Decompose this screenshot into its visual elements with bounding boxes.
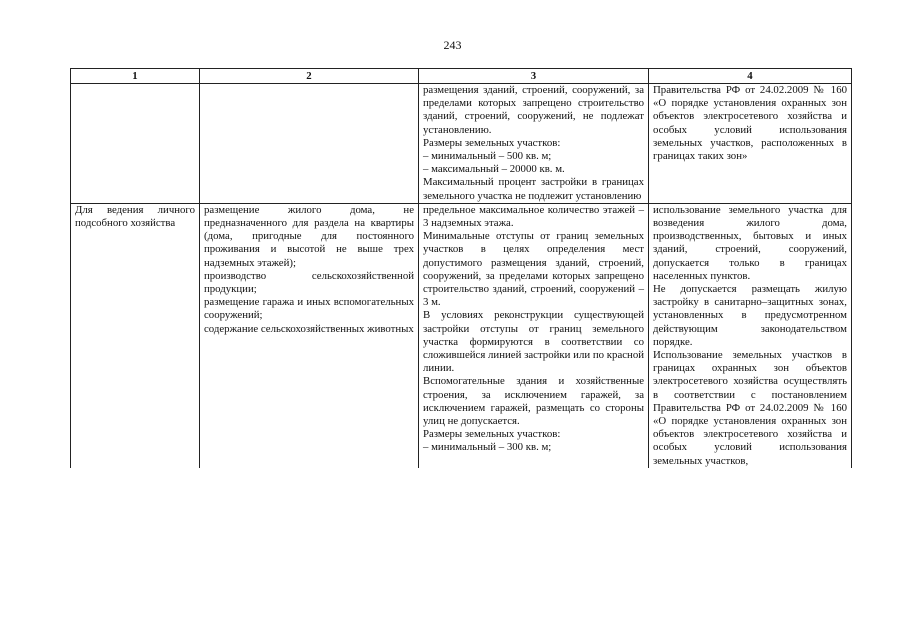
row-a-col3-p1: размещения зданий, строений, сооружений, за пределами которых запрещено строительство зданий, строений, сооружений, не подлежат установлению. (423, 84, 644, 136)
header-col-4: 4 (649, 69, 852, 84)
row-b-col3-p2: Минимальные отступы от границ земельных участков в целях определения мест допустимого размещения зданий, строений, сооружений, за пределами которых запрещено строительство зданий, строений, сооружений – 3 м. (423, 230, 644, 309)
row-b-col3-p4: Вспомогательные здания и хозяйственные строения, за исключением гаражей, за исключением гаражей, размещать со стороны улиц не допускается. (423, 375, 644, 428)
table-row (71, 84, 852, 204)
row-a-col3-p3: Максимальный процент застройки в границах земельного участка не подлежит установлению (423, 176, 644, 202)
row-a-col3-p2: Размеры земельных участков: (423, 136, 561, 149)
row-a-col1 (71, 84, 200, 204)
row-b-col2-p4: содержание сельскохозяйственных животных (204, 322, 414, 335)
header-col-3: 3 (419, 69, 649, 84)
row-b-col3 (419, 203, 649, 468)
row-b-col4 (649, 203, 852, 468)
row-b-col4-p2: Не допускается размещать жилую застройку в санитарно–защитных зонах, установленных в предусмотренном действующим законодательством порядке. (653, 283, 847, 348)
row-b-col1: Для ведения личного подсобного хозяйства (71, 203, 200, 468)
row-b-col2-p2: производство сельскохозяйственной продукции; (204, 269, 414, 296)
page-number: 243 (443, 38, 462, 52)
row-b-col3-p1: предельное максимальное количество этажей – 3 надземных этажа. (423, 203, 644, 230)
row-a-col3-item-min: – минимальный – 500 кв. м; (423, 150, 552, 163)
row-b-col3-p3: В условиях реконструкции существующей застройки отступы от границ земельного участка формируются в соответствии со сложившейся линией застройки или по красной линии. (423, 309, 644, 375)
table-row (71, 203, 852, 468)
header-row (71, 69, 852, 84)
row-b-col3-item-min: – минимальный – 300 кв. м; (423, 441, 552, 454)
row-b-col2-p3: размещение гаража и иных вспомогательных сооружений; (204, 296, 414, 322)
row-b-col4-p3: Использование земельных участков в границах охранных зон объектов электросетевого хозяйства осуществлять в соответствии с постановлением Правительства РФ от 24.02.2009 № 160 «О порядке установления охранных зон объектов электросетевого хозяйства и особых условий использования земельных участков, (653, 349, 847, 467)
zoning-table (70, 68, 852, 468)
header-col-2: 2 (200, 69, 419, 84)
row-b-col2 (200, 203, 419, 468)
row-b-col3-p5: Размеры земельных участков: (423, 428, 561, 441)
row-a-col3-item-max: – максимальный – 20000 кв. м. (423, 163, 565, 176)
row-a-col4: Правительства РФ от 24.02.2009 № 160 «О порядке установления охранных зон объектов электросетевого хозяйства и особых условий использования земельных участков, расположенных в границах таких зон» (649, 84, 852, 204)
row-a-col2 (200, 84, 419, 204)
header-col-1: 1 (71, 69, 200, 84)
row-b-col4-p1: использование земельного участка для возведения жилого дома, производственных, бытовых и иных зданий, строений, сооружений, допускается только в границах населенных пунктов. (653, 203, 847, 282)
row-b-col2-p1: размещение жилого дома, не предназначенного для раздела на квартиры (дома, пригодные для постоянного проживания и высотой не выше трех надземных этажей); (204, 203, 414, 269)
row-a-col3 (419, 84, 649, 204)
